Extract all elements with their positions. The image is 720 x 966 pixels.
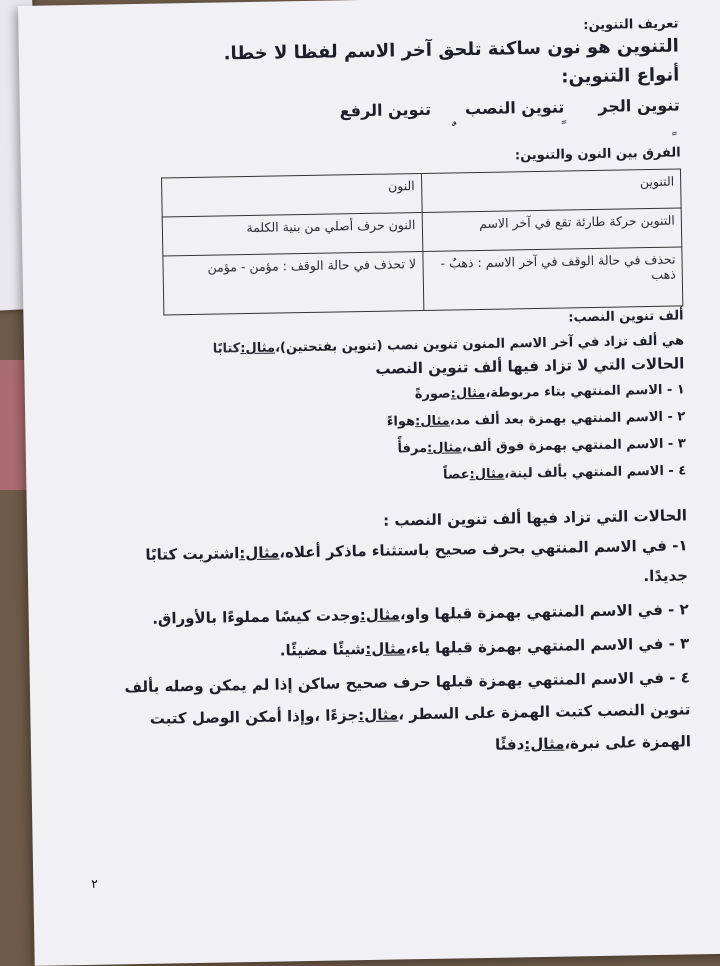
page-number: ٢ [91, 877, 98, 891]
table-cell: تحذف في حالة الوقف في آخر الاسم : ذهبٌ - ذهب [422, 247, 682, 311]
with-alif-title: الحالات التي تزاد فيها ألف تنوين النصب : [97, 506, 687, 534]
worksheet-page [18, 0, 720, 966]
list-item-continuation: الهمزة على نبرة،مثال:دفئًا [101, 732, 691, 760]
with-alif-list [97, 536, 691, 760]
table-header-cell: التنوين [421, 169, 681, 213]
definition-text: التنوين هو نون ساكنة تلحق آخر الاسم لفظا لا خطا. [89, 35, 679, 66]
list-item: ١- في الاسم المنتهي بحرف صحيح باستثناء ماذكر أعلاه،مثال:اشتريت كتابًا [97, 536, 687, 564]
alif-text: هي ألف تزاد في آخر الاسم المنون تنوين نصب (تنوين بفتحتين) [280, 333, 684, 355]
list-item: ٣ - في الاسم المنتهي بهمزة قبلها ياء،مثال:شيئًا مضيئًا. [99, 634, 689, 662]
list-item: ١ - الاسم المنتهي بتاء مربوطة،مثال:صورةً [95, 382, 685, 407]
difference-table [161, 168, 683, 315]
no-alif-list [95, 382, 687, 488]
table-row [163, 247, 683, 315]
list-item: ٣ - الاسم المنتهي بهمزة فوق ألف،مثال:مرفأً [96, 436, 686, 461]
worksheet-content [88, 16, 691, 760]
type-item-jar: تنوين الجر [598, 95, 680, 115]
types-title: أنواع التنوين: [89, 64, 679, 95]
type-item-raf: تنوين الرفع [339, 100, 431, 121]
type-item-nasb: تنوين النصب [465, 97, 565, 118]
list-item-continuation: جديدًا. [98, 566, 688, 594]
definition-title: تعريف التنوين: [88, 16, 678, 41]
list-item: ٢ - في الاسم المنتهي بهمزة قبلها واو،مثال:وجدت كيسًا مملوءًا بالأوراق. [99, 600, 689, 628]
example-label: مثال: [240, 341, 275, 357]
alif-title: ألف تنوين النصب: [93, 308, 683, 333]
list-item: ٤ - الاسم المنتهي بألف لينة،مثال:عصاً [96, 463, 686, 488]
list-item: ٢ - الاسم المنتهي بهمزة بعد ألف مد،مثال:هواءً [95, 409, 685, 434]
no-alif-title: الحالات التي لا تزاد فيها ألف تنوين النصب [94, 354, 684, 382]
table-cell: النون حرف أصلي من بنية الكلمة [162, 212, 422, 256]
table-cell: لا تحذف في حالة الوقف : مؤمن - مؤمن [163, 251, 423, 315]
alif-definition: هي ألف تزاد في آخر الاسم المنون تنوين نصب (تنوين بفتحتين)،مثال:كتابًا [94, 333, 684, 358]
table-cell: التنوين حركة طارئة تقع في آخر الاسم [422, 208, 682, 252]
table-header-cell: النون [162, 173, 422, 217]
difference-title: الفرق بين النون والتنوين: [91, 145, 681, 170]
example-value: كتابًا [213, 341, 241, 356]
list-item-continuation: تنوين النصب كتبت الهمزة على السطر ،مثال:جزءًا ،وإذا أمكن الوصل كتبت [100, 700, 690, 728]
list-item: ٤ - في الاسم المنتهي بهمزة قبلها حرف صحيح ساكن إذا لم يمكن وصله بألف [100, 668, 690, 696]
